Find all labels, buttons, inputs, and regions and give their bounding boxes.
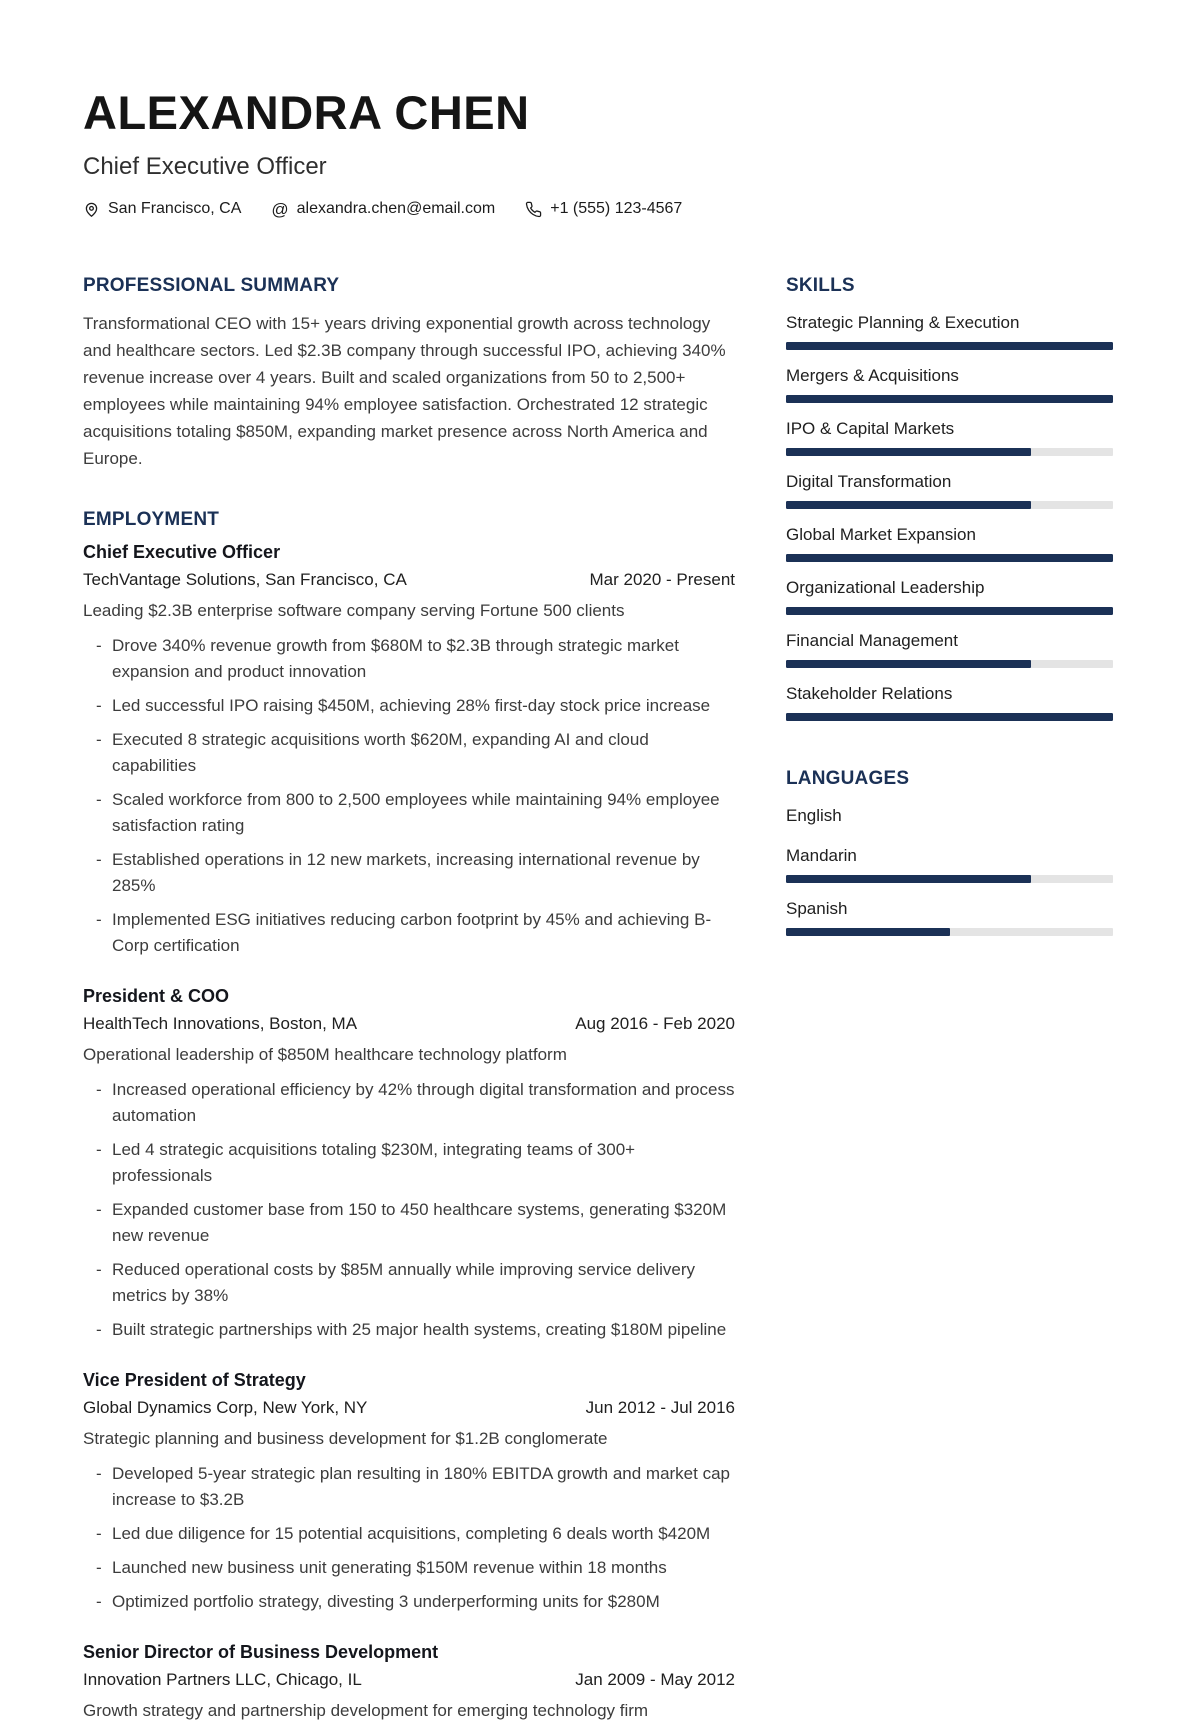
skill-label: Global Market Expansion [786,525,976,545]
job-bullet: - Optimized portfolio strategy, divesting 3 underperforming units for $280M [83,1589,735,1615]
skill-item [786,577,1113,615]
skill-item [786,683,1113,721]
job-bullet: - Led 4 strategic acquisitions totaling $230M, integrating teams of 300+ professionals [83,1137,735,1189]
summary-text: Transformational CEO with 15+ years driving exponential growth across technology and healthcare sectors. Led $2.3B company through successful IPO, achieving 340% revenue increase over 4 years. Built and scaled organizations from 50 to 2,500+ employees while maintaining 94% employee satisfaction. Orchestrated 12 strategic acquisitions totaling $850M, expanding market presence across North America and Europe. [83,314,726,469]
language-label: Mandarin [786,846,857,866]
job-bullet: - Implemented ESG initiatives reducing carbon footprint by 45% and achieving B-Corp certification [83,907,735,959]
job-summary-line: Growth strategy and partnership development for emerging technology firm [83,1701,649,1721]
job-meta [83,1398,735,1418]
job-bullets [83,633,735,959]
languages-heading: LANGUAGES [786,768,910,790]
skill-bar-track [786,607,1113,615]
job-entry [83,986,735,1343]
summary-heading: PROFESSIONAL SUMMARY [83,275,340,297]
job-meta [83,1670,735,1690]
language-label: Spanish [786,899,848,919]
job-bullet: - Reduced operational costs by $85M annually while improving service delivery metrics by 38% [83,1257,735,1309]
job-dates: Mar 2020 - Present [589,570,735,590]
skill-bar-fill [786,395,1113,403]
job-dates: Jan 2009 - May 2012 [575,1670,735,1690]
skill-item [786,524,1113,562]
job-title: Chief Executive Officer [83,542,281,563]
skills-heading: SKILLS [786,275,855,297]
job-bullets [83,1461,735,1615]
job-summary-line: Strategic planning and business development for $1.2B conglomerate [83,1429,608,1449]
skill-label: Financial Management [786,631,958,651]
job-entry [83,1370,735,1615]
job-meta [83,570,735,590]
contact-location-text: San Francisco, CA [108,200,242,218]
job-bullet: - Scaled workforce from 800 to 2,500 employees while maintaining 94% employee satisfaction rating [83,787,735,839]
summary-section [83,275,735,472]
contact-email [271,200,495,218]
job-entry [83,1642,735,1723]
skill-bar-fill [786,660,1031,668]
at-sign-icon: @ [271,199,289,219]
employment-section [83,509,735,1723]
skills-list [786,312,1113,721]
language-item [786,845,1113,883]
candidate-headline: Chief Executive Officer [83,153,327,181]
job-bullet: - Expanded customer base from 150 to 450 healthcare systems, generating $320M new revenue [83,1197,735,1249]
job-summary-line: Operational leadership of $850M healthcare technology platform [83,1045,567,1065]
skill-label: IPO & Capital Markets [786,419,955,439]
job-company: HealthTech Innovations, Boston, MA [83,1014,358,1034]
job-bullet: - Executed 8 strategic acquisitions worth $620M, expanding AI and cloud capabilities [83,727,735,779]
job-bullet: - Built strategic partnerships with 25 major health systems, creating $180M pipeline [83,1317,735,1343]
contact-phone [525,200,682,218]
skill-bar-fill [786,342,1113,350]
job-entry [83,542,735,959]
skill-bar-fill [786,607,1113,615]
skill-bar-fill [786,501,1031,509]
skills-section [786,275,1113,721]
language-bar-fill [786,928,950,936]
job-bullet: - Established operations in 12 new markets, increasing international revenue by 285% [83,847,735,899]
map-pin-icon [83,201,100,218]
skill-item [786,312,1113,350]
job-bullets [83,1077,735,1343]
job-dates: Aug 2016 - Feb 2020 [575,1014,735,1034]
skill-bar-track [786,395,1113,403]
contact-row [83,200,1117,218]
skill-bar-track [786,448,1113,456]
skill-label: Stakeholder Relations [786,684,953,704]
language-label: English [786,806,842,826]
language-item [786,805,1113,827]
job-bullet: - Drove 340% revenue growth from $680M to $2.3B through strategic market expansion and product innovation [83,633,735,685]
phone-icon [525,201,542,218]
job-summary-line: Leading $2.3B enterprise software company serving Fortune 500 clients [83,601,625,621]
language-item [786,898,1113,936]
skill-item [786,365,1113,403]
sidebar [786,275,1113,951]
content-columns [83,275,1117,1723]
resume-header [83,88,1117,218]
skill-item [786,630,1113,668]
job-meta [83,1014,735,1034]
language-bar-track [786,875,1113,883]
job-dates: Jun 2012 - Jul 2016 [585,1398,735,1418]
job-title: Senior Director of Business Development [83,1642,439,1663]
job-bullet: - Led successful IPO raising $450M, achieving 28% first-day stock price increase [83,693,735,719]
job-company: Global Dynamics Corp, New York, NY [83,1398,368,1418]
skill-label: Mergers & Acquisitions [786,366,959,386]
skill-bar-track [786,501,1113,509]
jobs-list [83,542,735,1723]
contact-location [83,200,241,218]
job-bullet: - Launched new business unit generating $150M revenue within 18 months [83,1555,735,1581]
language-bar-fill [786,875,1031,883]
candidate-name: ALEXANDRA CHEN [83,86,530,139]
skill-item [786,471,1113,509]
skill-label: Strategic Planning & Execution [786,313,1020,333]
skill-bar-fill [786,448,1031,456]
job-bullet: - Increased operational efficiency by 42% through digital transformation and process automation [83,1077,735,1129]
job-bullet: - Led due diligence for 15 potential acquisitions, completing 6 deals worth $420M [83,1521,735,1547]
contact-email-text: alexandra.chen@email.com [296,200,496,218]
skill-bar-fill [786,554,1113,562]
skill-bar-track [786,554,1113,562]
employment-heading: EMPLOYMENT [83,509,220,531]
languages-list [786,805,1113,936]
job-bullet: - Developed 5-year strategic plan resulting in 180% EBITDA growth and market cap increase to $3.2B [83,1461,735,1513]
skill-label: Digital Transformation [786,472,952,492]
job-title: President & COO [83,986,230,1007]
main-column [83,275,735,1723]
skill-bar-track [786,342,1113,350]
job-company: Innovation Partners LLC, Chicago, IL [83,1670,362,1690]
job-title: Vice President of Strategy [83,1370,306,1391]
language-bar-track [786,928,1113,936]
skill-label: Organizational Leadership [786,578,985,598]
languages-section [786,768,1113,936]
skill-bar-track [786,660,1113,668]
job-company: TechVantage Solutions, San Francisco, CA [83,570,407,590]
contact-phone-text: +1 (555) 123-4567 [550,200,683,218]
skill-bar-fill [786,713,1113,721]
skill-bar-track [786,713,1113,721]
skill-item [786,418,1113,456]
